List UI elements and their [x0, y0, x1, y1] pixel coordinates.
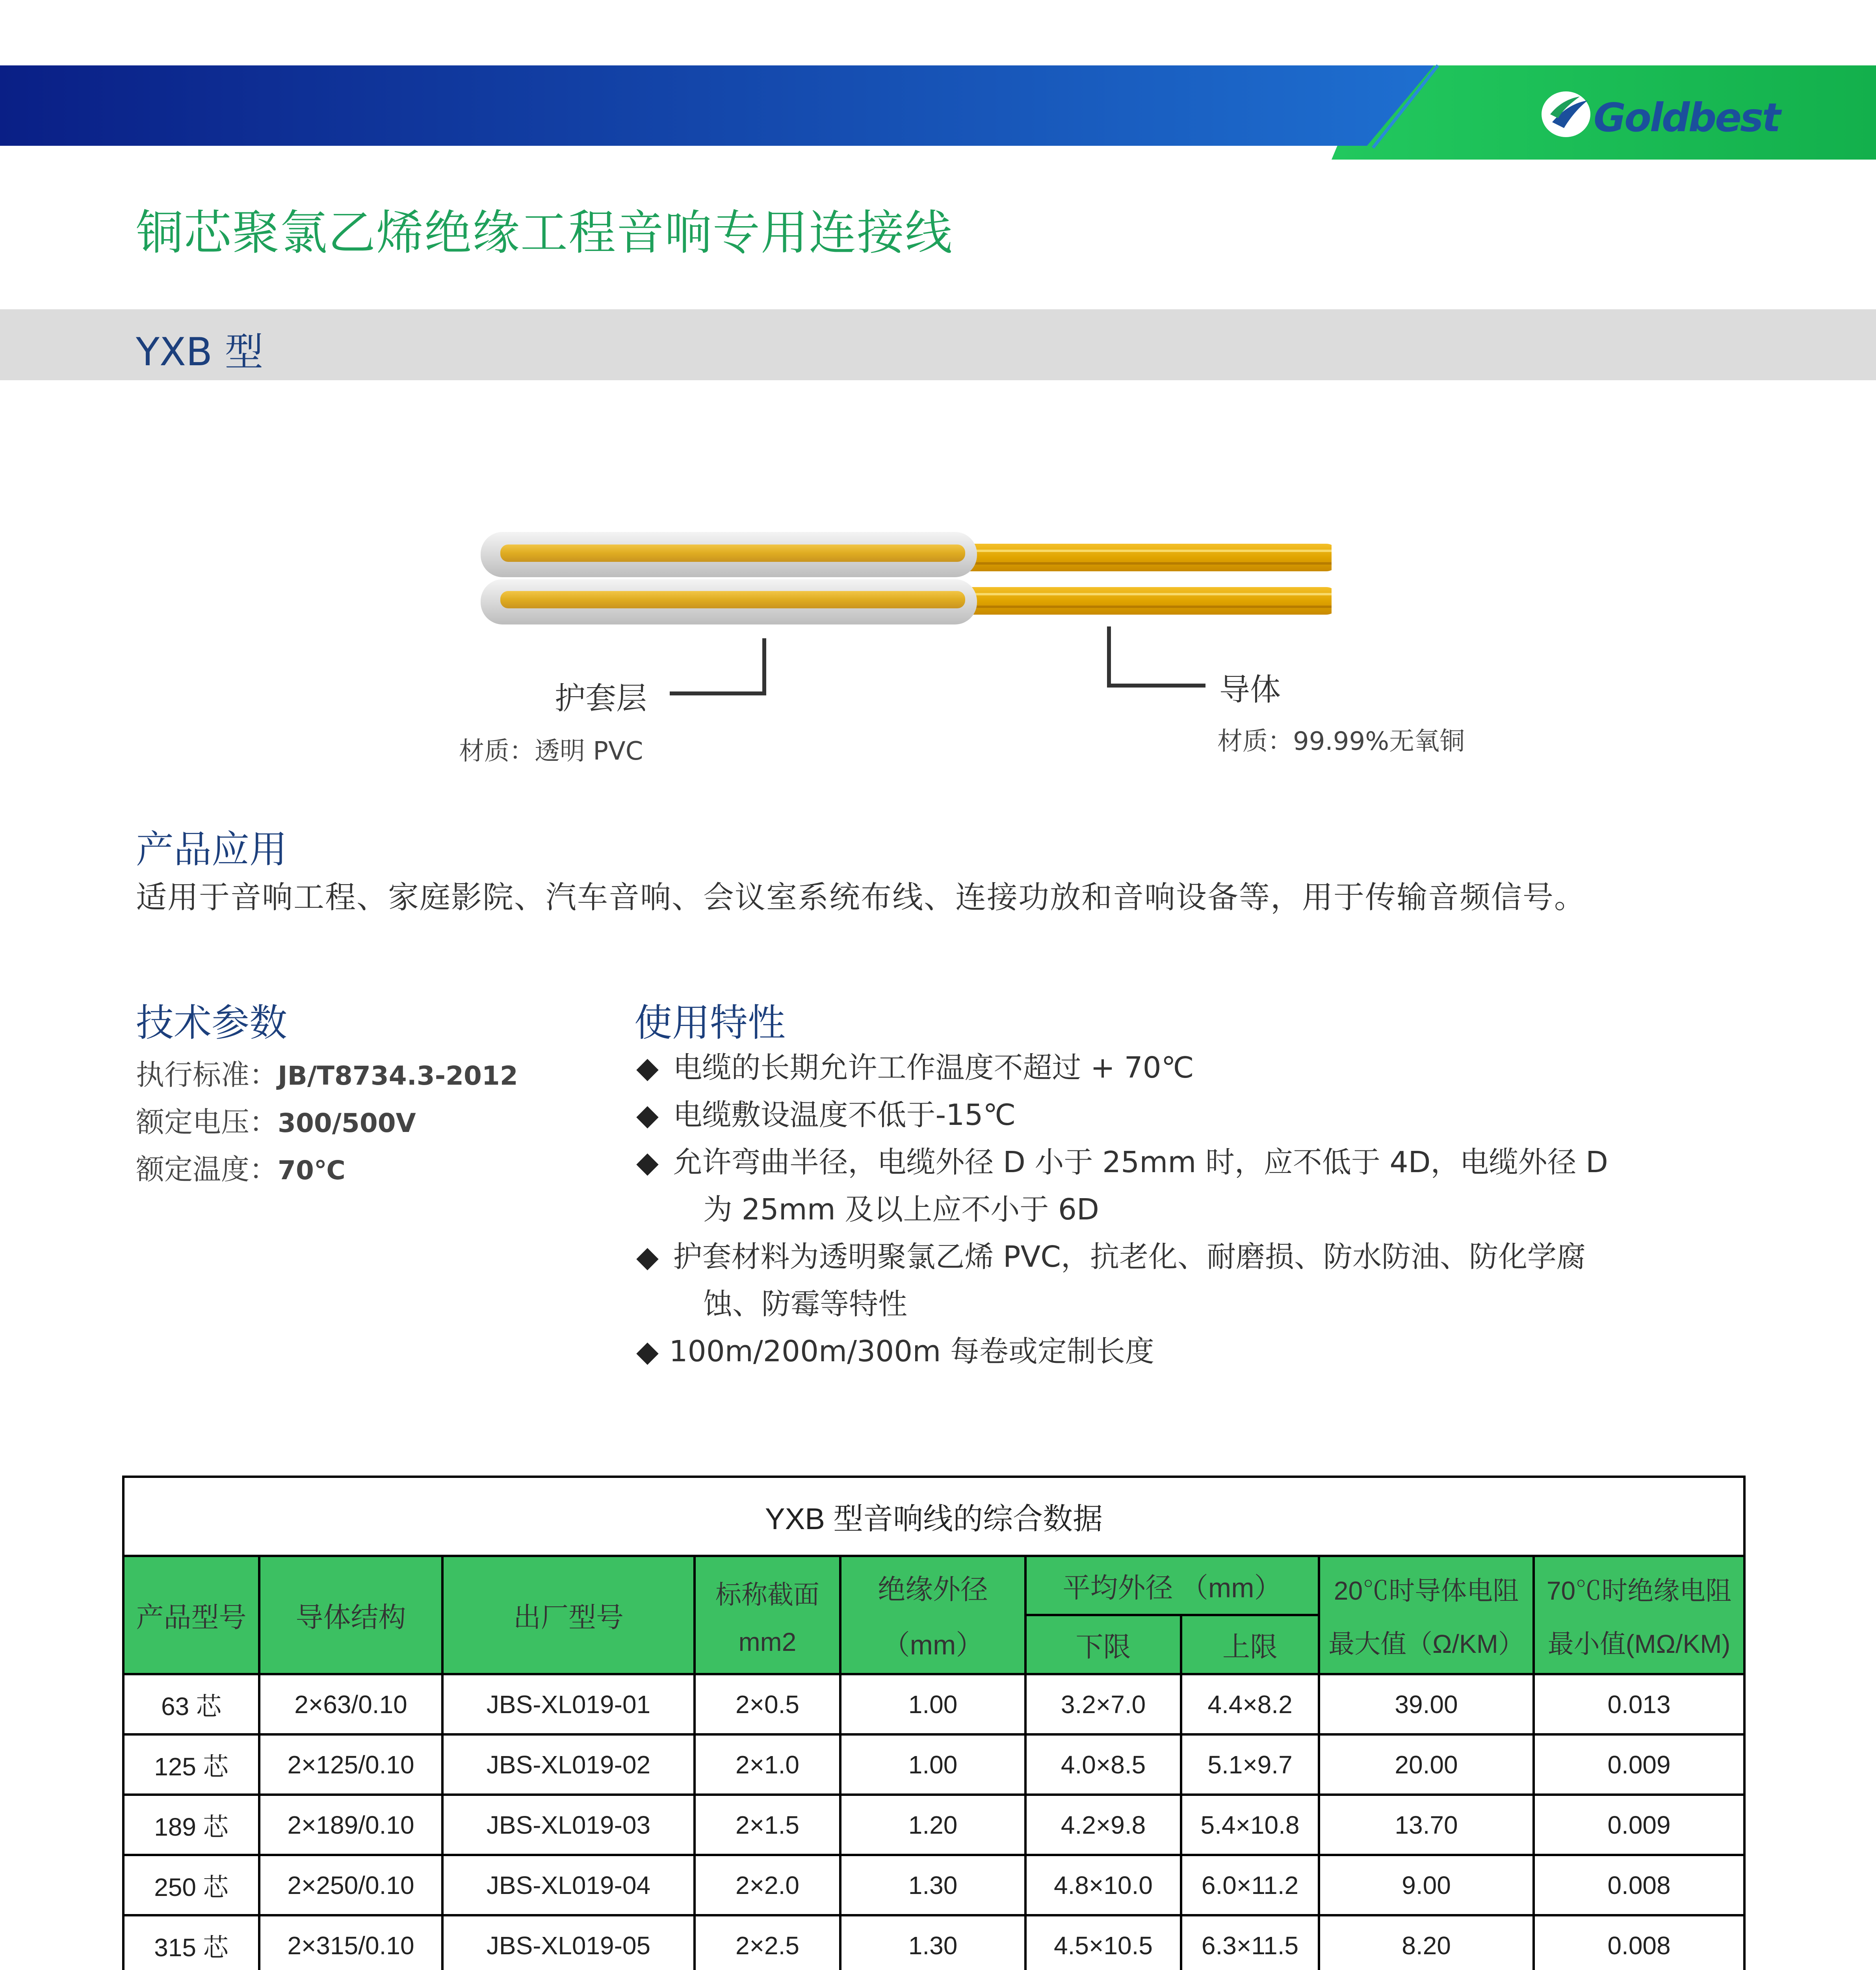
header-line: 绝缘外径	[878, 1574, 988, 1605]
cell-lower: 4.0×8.5	[1025, 1734, 1181, 1795]
jacket	[481, 532, 977, 624]
feature-item	[636, 1139, 1724, 1233]
cell-structure: 2×189/0.10	[259, 1795, 442, 1855]
bullet-icon: ◆	[636, 1240, 659, 1274]
cell-structure: 2×63/0.10	[259, 1674, 442, 1734]
col-header-section	[695, 1556, 840, 1674]
cell-insulation: 1.30	[840, 1855, 1025, 1915]
feature-text: 护套材料为透明聚氯乙烯 PVC，抗老化、耐磨损、防水防油、防化学腐	[673, 1240, 1586, 1274]
header-line: 70℃时绝缘电阻	[1546, 1576, 1732, 1605]
cell-section: 2×1.5	[695, 1795, 840, 1855]
cell-insulation: 1.00	[840, 1734, 1025, 1795]
feature-text: 电缆的长期允许工作温度不超过 + 70℃	[673, 1051, 1194, 1085]
tech-value: JB/T8734.3-2012	[278, 1061, 518, 1091]
cell-model: 315 芯	[123, 1915, 259, 1970]
col-header-resistance	[1319, 1556, 1534, 1674]
cell-model: 250 芯	[123, 1855, 259, 1915]
cell-upper: 5.1×9.7	[1181, 1734, 1319, 1795]
cell-model: 189 芯	[123, 1795, 259, 1855]
tech-key: 执行标准：	[136, 1058, 278, 1091]
cell-lower: 4.8×10.0	[1025, 1855, 1181, 1915]
application-text: 适用于音响工程、家庭影院、汽车音响、会议室系统布线、连接功放和音响设备等，用于传输音频信号。	[136, 880, 1586, 915]
conductor-material: 材质：99.99%无氧铜	[1217, 727, 1465, 756]
cell-ins-resistance: 0.009	[1534, 1795, 1744, 1855]
table-body	[123, 1674, 1744, 1970]
tech-key: 额定温度：	[136, 1153, 278, 1186]
feature-text: 100m/200m/300m 每卷或定制长度	[669, 1334, 1154, 1368]
conductor-label: 导体	[1219, 672, 1281, 708]
header-line: 最小值(MΩ/KM)	[1547, 1629, 1731, 1658]
table-caption: YXB 型音响线的综合数据	[123, 1477, 1744, 1556]
cell-resistance: 20.00	[1319, 1734, 1534, 1795]
cell-factory-model: JBS-XL019-03	[442, 1795, 695, 1855]
tech-key: 额定电压：	[136, 1106, 278, 1139]
cell-section: 2×2.5	[695, 1915, 840, 1970]
header-line: （mm）	[882, 1630, 984, 1660]
cell-factory-model: JBS-XL019-04	[442, 1855, 695, 1915]
cell-resistance: 13.70	[1319, 1795, 1534, 1855]
cell-model: 125 芯	[123, 1734, 259, 1795]
header-line: 最大值（Ω/KM）	[1328, 1629, 1524, 1658]
jacket-label: 护套层	[555, 681, 647, 716]
tech-value: 300/500V	[278, 1108, 416, 1138]
tech-row-temperature	[136, 1147, 345, 1188]
tech-row-voltage	[136, 1099, 416, 1140]
col-header-structure: 导体结构	[259, 1556, 442, 1674]
feature-item	[636, 1044, 1724, 1091]
cell-ins-resistance: 0.009	[1534, 1734, 1744, 1795]
cable-illustration	[465, 528, 1332, 646]
cell-section: 2×1.0	[695, 1734, 840, 1795]
table-row	[123, 1855, 1744, 1915]
col-header-upper: 上限	[1181, 1615, 1319, 1674]
feature-text-cont: 蚀、防霉等特性	[703, 1287, 907, 1321]
cell-insulation: 1.30	[840, 1915, 1025, 1970]
cell-section: 2×0.5	[695, 1674, 840, 1734]
col-header-model: 产品型号	[123, 1556, 259, 1674]
cell-ins-resistance: 0.013	[1534, 1674, 1744, 1734]
cell-upper: 4.4×8.2	[1181, 1674, 1319, 1734]
cell-upper: 6.0×11.2	[1181, 1855, 1319, 1915]
cell-insulation: 1.00	[840, 1674, 1025, 1734]
cell-factory-model: JBS-XL019-05	[442, 1915, 695, 1970]
col-header-factory-model: 出厂型号	[442, 1556, 695, 1674]
cell-resistance: 8.20	[1319, 1915, 1534, 1970]
cell-structure: 2×125/0.10	[259, 1734, 442, 1795]
table-row	[123, 1674, 1744, 1734]
cell-factory-model: JBS-XL019-01	[442, 1674, 695, 1734]
cell-insulation: 1.20	[840, 1795, 1025, 1855]
bullet-icon: ◆	[636, 1051, 659, 1085]
cell-structure: 2×250/0.10	[259, 1855, 442, 1915]
conductor-bottom	[953, 587, 1332, 615]
cell-lower: 4.5×10.5	[1025, 1915, 1181, 1970]
cell-ins-resistance: 0.008	[1534, 1855, 1744, 1915]
cell-ins-resistance: 0.008	[1534, 1915, 1744, 1970]
feature-text: 电缆敷设温度不低于-15℃	[673, 1098, 1016, 1132]
model-bar	[0, 309, 1876, 380]
header-line: mm2	[738, 1627, 797, 1656]
cell-model: 63 芯	[123, 1674, 259, 1734]
cell-resistance: 39.00	[1319, 1674, 1534, 1734]
table-row	[123, 1915, 1744, 1970]
cell-factory-model: JBS-XL019-02	[442, 1734, 695, 1795]
tech-row-standard	[136, 1052, 518, 1093]
application-title: 产品应用	[136, 827, 287, 872]
page-title: 铜芯聚氯乙烯绝缘工程音响专用连接线	[136, 206, 953, 260]
jacket-material: 材质：透明 PVC	[459, 737, 643, 766]
cell-upper: 6.3×11.5	[1181, 1915, 1319, 1970]
spec-table	[122, 1476, 1746, 1970]
model-label: YXB 型	[136, 330, 264, 375]
cell-structure: 2×315/0.10	[259, 1915, 442, 1970]
bullet-icon: ◆	[636, 1145, 659, 1179]
bullet-icon: ◆	[636, 1334, 659, 1368]
feature-text: 允许弯曲半径，电缆外径 D 小于 25mm 时，应不低于 4D，电缆外径 D	[673, 1145, 1609, 1179]
cell-upper: 5.4×10.8	[1181, 1795, 1319, 1855]
table-row	[123, 1795, 1744, 1855]
cell-lower: 4.2×9.8	[1025, 1795, 1181, 1855]
conductor-top	[953, 544, 1332, 571]
tech-params-title: 技术参数	[136, 1001, 287, 1045]
col-header-avg-od: 平均外径 （mm）	[1025, 1556, 1319, 1615]
tech-value: 70℃	[278, 1155, 345, 1186]
cell-section: 2×2.0	[695, 1855, 840, 1915]
feature-text-cont: 为 25mm 及以上应不小于 6D	[703, 1193, 1099, 1227]
cell-resistance: 9.00	[1319, 1855, 1534, 1915]
logo-wordmark: Goldbest	[1594, 95, 1779, 141]
header-line: 20℃时导体电阻	[1334, 1576, 1519, 1605]
col-header-ins-resistance	[1534, 1556, 1744, 1674]
col-header-lower: 下限	[1025, 1615, 1181, 1674]
bullet-icon: ◆	[636, 1098, 659, 1132]
feature-item	[636, 1091, 1724, 1139]
header-line: 标称截面	[715, 1580, 819, 1609]
cell-lower: 3.2×7.0	[1025, 1674, 1181, 1734]
feature-item	[636, 1233, 1724, 1328]
usage-title: 使用特性	[634, 1001, 786, 1045]
table-row	[123, 1734, 1744, 1795]
feature-item	[636, 1328, 1724, 1375]
col-header-insulation	[840, 1556, 1025, 1674]
